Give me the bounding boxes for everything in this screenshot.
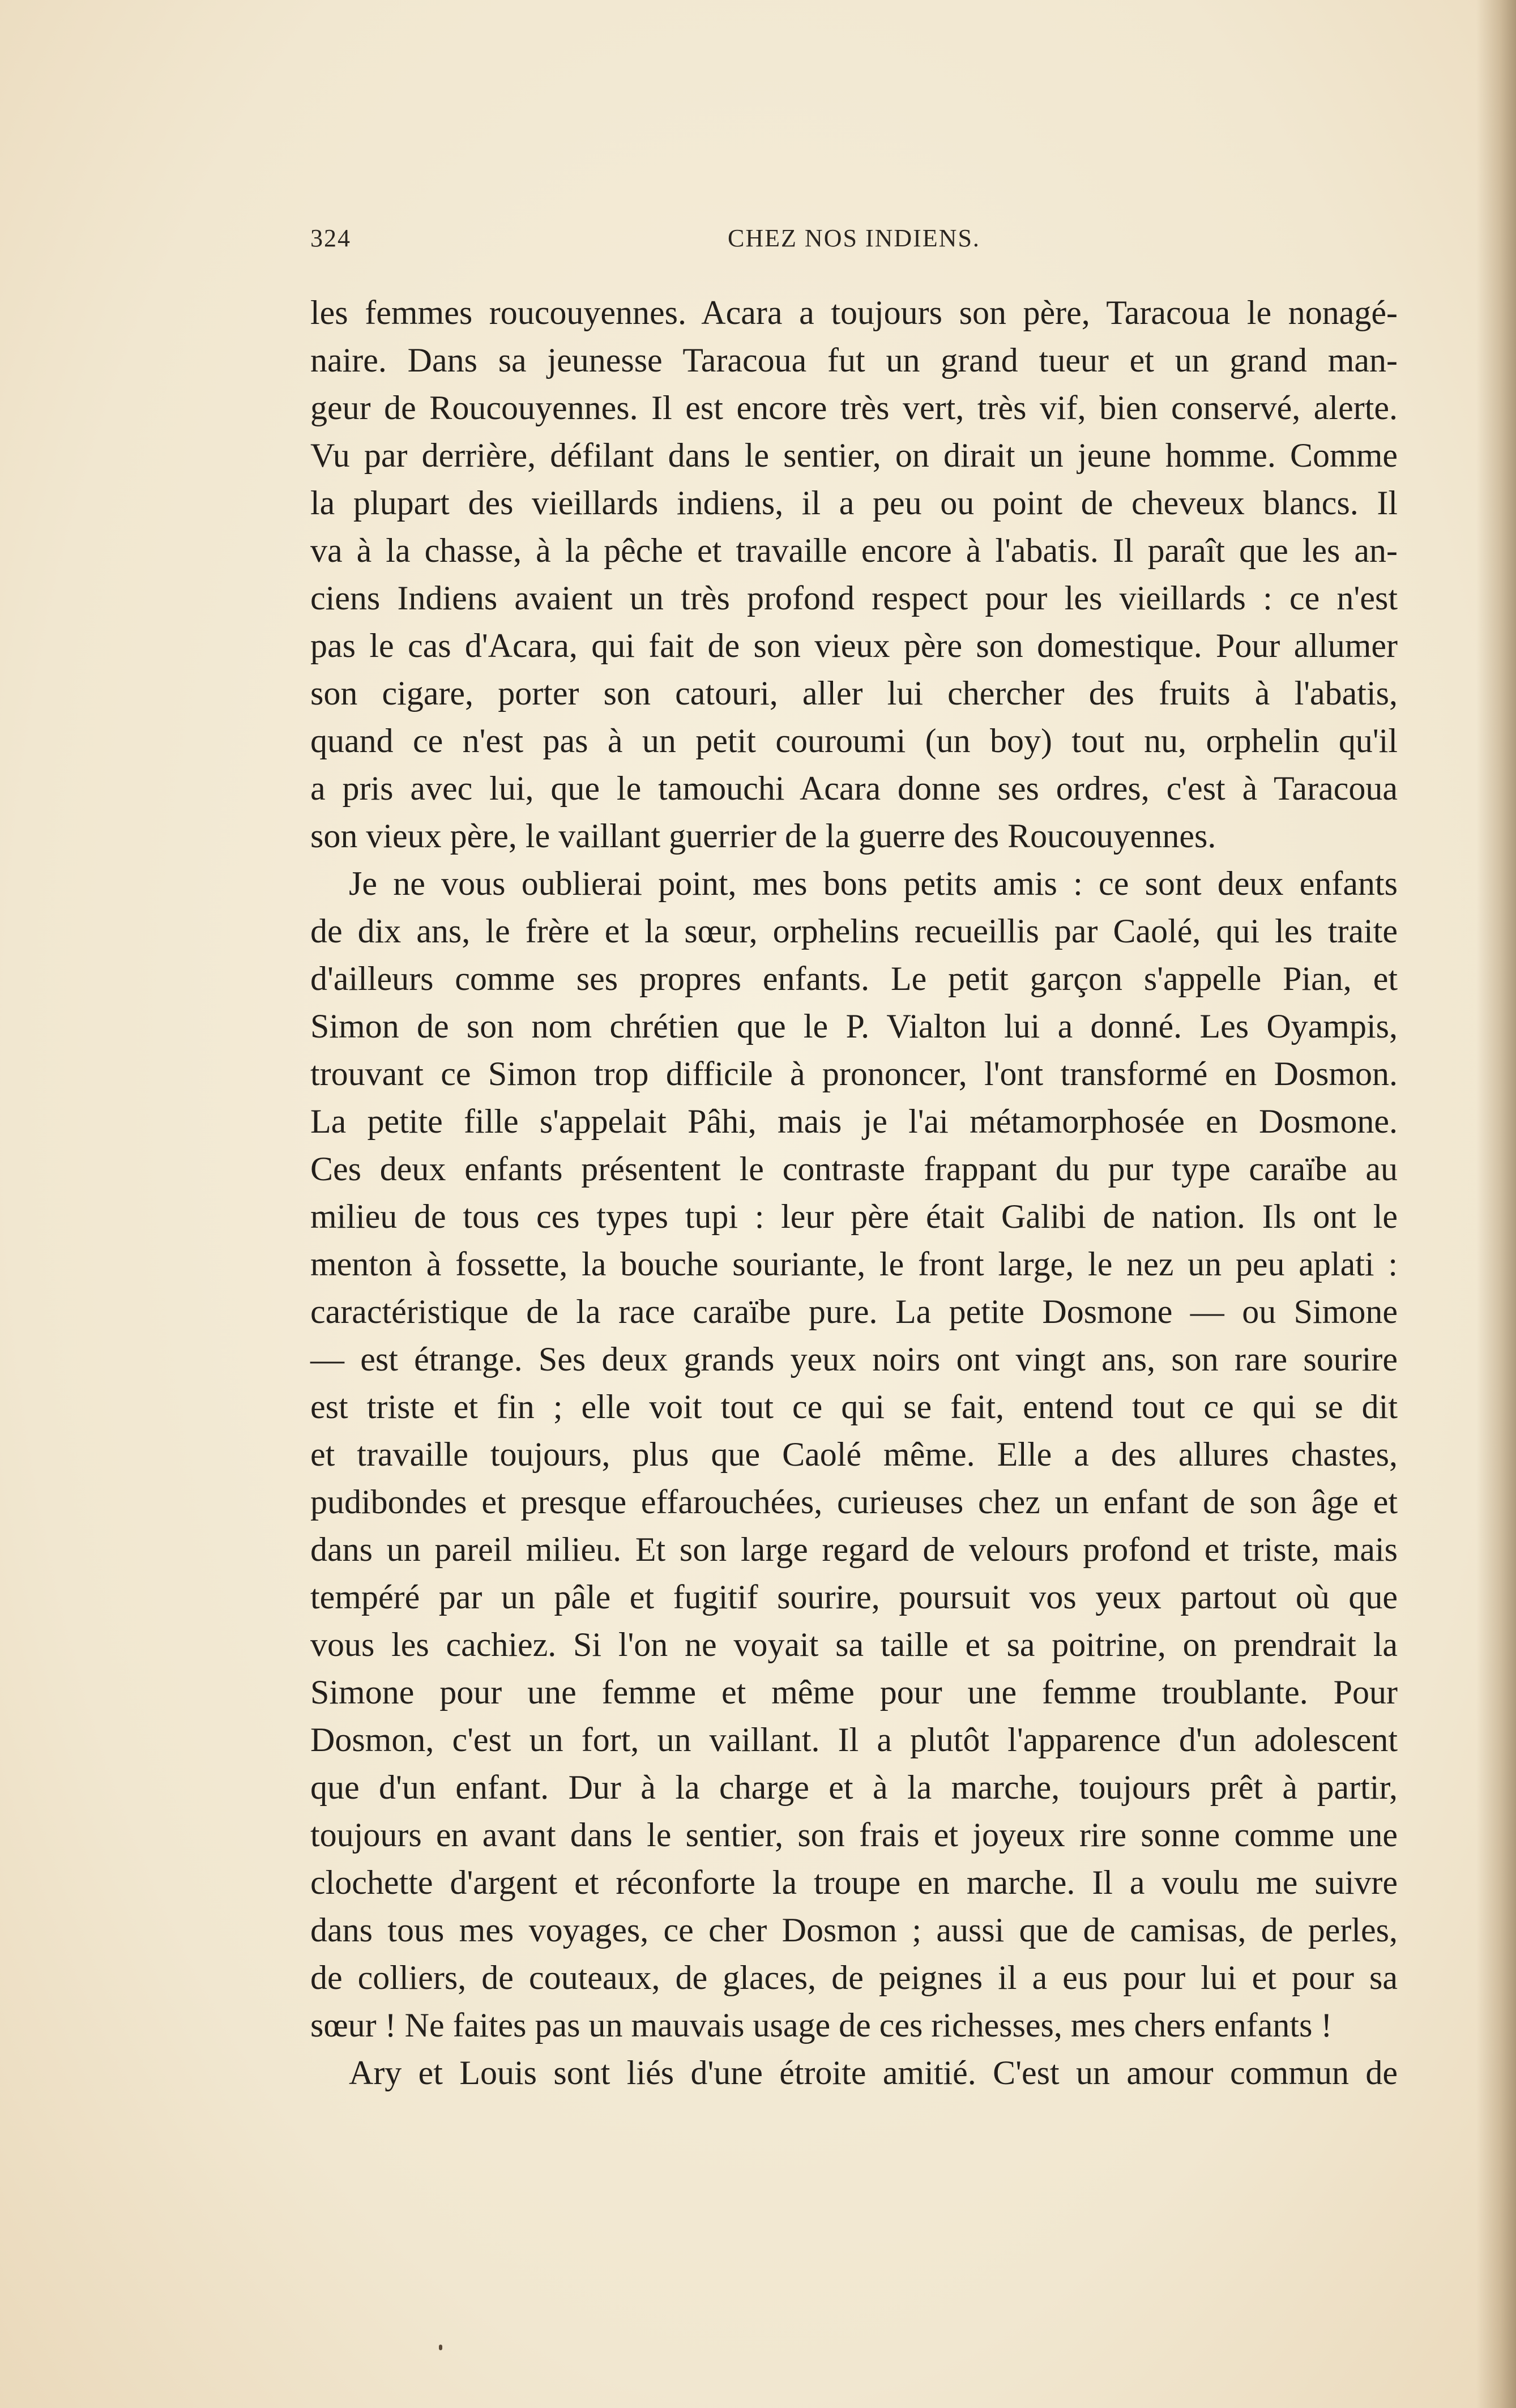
text-line: a pris avec lui, que le tamouchi Acara donne ses ordres, c'est à Taracoua (310, 770, 1398, 807)
text-line: Dosmon, c'est un fort, un vaillant. Il a plutôt l'apparence d'un adolescent (310, 1721, 1398, 1758)
text-line: milieu de tous ces types tupi : leur père était Galibi de nation. Ils ont le (310, 1198, 1398, 1235)
text-line: son cigare, porter son catouri, aller lui chercher des fruits à l'abatis, (310, 674, 1398, 712)
text-line: tempéré par un pâle et fugitif sourire, poursuit vos yeux partout où que (310, 1578, 1398, 1616)
text-line: sœur ! Ne faites pas un mauvais usage de ces richesses, mes chers enfants ! (310, 2006, 1333, 2044)
page-header (310, 224, 1398, 269)
text-line: dans un pareil milieu. Et son large regard de velours profond et triste, mais (310, 1531, 1398, 1568)
text-line: d'ailleurs comme ses propres enfants. Le petit garçon s'appelle Pian, et (310, 960, 1398, 997)
text-line: — est étrange. Ses deux grands yeux noirs ont vingt ans, son rare sourire (310, 1340, 1398, 1378)
text-line: vous les cachiez. Si l'on ne voyait sa taille et sa poitrine, on prendrait la (310, 1626, 1398, 1663)
text-line: La petite fille s'appelait Pâhi, mais je l'ai métamorphosée en Dosmone. (310, 1103, 1398, 1140)
ink-speck (439, 2345, 442, 2350)
text-line: Ary et Louis sont liés d'une étroite amitié. C'est un amour commun de (349, 2054, 1398, 2091)
text-line: toujours en avant dans le sentier, son frais et joyeux rire sonne comme une (310, 1816, 1398, 1854)
text-line: ciens Indiens avaient un très profond respect pour les vieillards : ce n'est (310, 579, 1398, 617)
text-line: est triste et fin ; elle voit tout ce qui se fait, entend tout ce qui se dit (310, 1388, 1398, 1425)
text-line: quand ce n'est pas à un petit couroumi (un boy) tout nu, orphelin qu'il (310, 722, 1398, 759)
text-line: de colliers, de couteaux, de glaces, de peignes il a eus pour lui et pour sa (310, 1959, 1398, 1996)
text-line: caractéristique de la race caraïbe pure. La petite Dosmone — ou Simone (310, 1293, 1398, 1330)
text-line: geur de Roucouyennes. Il est encore très vert, très vif, bien conservé, alerte. (310, 389, 1398, 426)
text-line: Vu par derrière, défilant dans le sentier, on dirait un jeune homme. Comme (310, 437, 1398, 474)
text-line: et travaille toujours, plus que Caolé même. Elle a des allures chastes, (310, 1436, 1398, 1473)
text-line: Ces deux enfants présentent le contraste frappant du pur type caraïbe au (310, 1150, 1398, 1188)
text-line: naire. Dans sa jeunesse Taracoua fut un grand tueur et un grand man- (310, 341, 1398, 379)
body-text (310, 289, 1398, 2097)
text-line: Simon de son nom chrétien que le P. Vialton lui a donné. Les Oyampis, (310, 1007, 1398, 1045)
text-line: les femmes roucouyennes. Acara a toujours son père, Taracoua le nonagé- (310, 294, 1398, 331)
text-line: Je ne vous oublierai point, mes bons petits amis : ce sont deux enfants (349, 865, 1398, 902)
text-line: trouvant ce Simon trop difficile à prononcer, l'ont transformé en Dosmon. (310, 1055, 1398, 1092)
text-line: menton à fossette, la bouche souriante, le front large, le nez un peu aplati : (310, 1245, 1398, 1283)
running-title: CHEZ NOS INDIENS. (728, 224, 980, 252)
text-line: dans tous mes voyages, ce cher Dosmon ; aussi que de camisas, de perles, (310, 1911, 1398, 1949)
text-line: pas le cas d'Acara, qui fait de son vieux père son domestique. Pour allumer (310, 627, 1398, 664)
text-line: la plupart des vieillards indiens, il a peu ou point de cheveux blancs. Il (310, 484, 1398, 522)
text-line: son vieux père, le vaillant guerrier de la guerre des Roucouyennes. (310, 817, 1216, 855)
text-line: clochette d'argent et réconforte la troupe en marche. Il a voulu me suivre (310, 1864, 1398, 1901)
text-line: de dix ans, le frère et la sœur, orphelins recueillis par Caolé, qui les traite (310, 912, 1398, 950)
text-line: Simone pour une femme et même pour une femme troublante. Pour (310, 1673, 1398, 1711)
text-line: va à la chasse, à la pêche et travaille encore à l'abatis. Il paraît que les an- (310, 532, 1398, 569)
page-edge-shadow (1476, 0, 1516, 2408)
page-number: 324 (310, 224, 351, 252)
text-line: pudibondes et presque effarouchées, curieuses chez un enfant de son âge et (310, 1483, 1398, 1521)
text-line: que d'un enfant. Dur à la charge et à la marche, toujours prêt à partir, (310, 1769, 1398, 1806)
